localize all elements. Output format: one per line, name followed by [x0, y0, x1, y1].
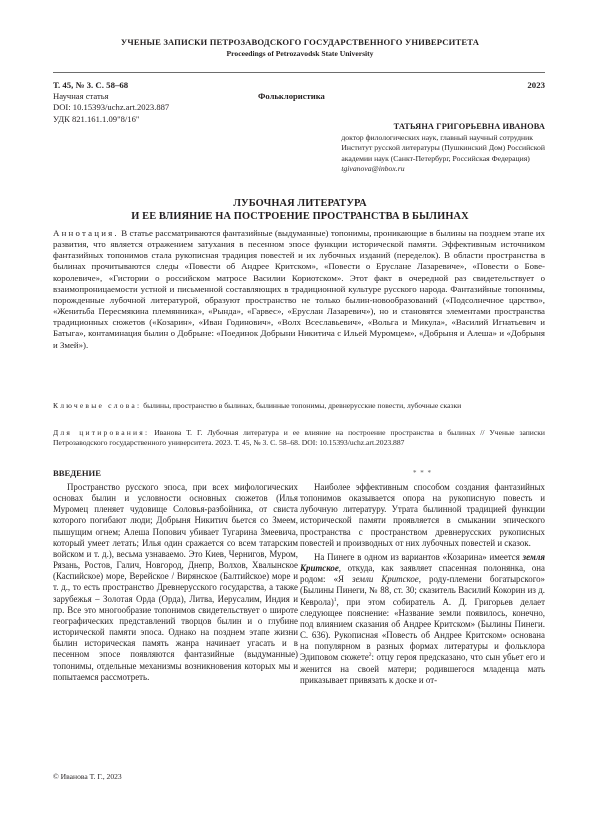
- body-column-left: [53, 468, 298, 686]
- keywords: [53, 401, 545, 411]
- footnote-ref[interactable]: 2: [368, 652, 372, 659]
- body-paragraph: Наиболее эффективным способом создания фантазийных топонимов оказывается опора на рукописную повесть и лубочную литературу. Утрата былинной традицией функции исторической памяти проявляется в смыкании эпического пространства с пространством древнерусских рукописных повестей и производных от них лубочных повестей и сказок.: [300, 482, 545, 548]
- citation-text: Иванова Т. Г. Лубочная литература и ее влияние на построение пространства в былинах // Ученые записки Петрозаводского государственного университета. 2023. Т. 45, № 3. С. 58–68. DOI: 10.15393/uchz.art.2023.887: [53, 428, 545, 447]
- udk: УДК 821.161.1.09"8/16": [53, 113, 140, 124]
- section-heading-introduction: ВВЕДЕНИЕ: [53, 468, 101, 478]
- abstract-text: В статье рассматриваются фантазийные (выдуманные) топонимы, проникающие в былины на позднем этапе их развития, что является отражением затухания в песенном эпосе функции исторической памяти. Эффективным источником фантазийных топонимов стала рукописная традиция повестей и их лубочных изданий (переделок). В области пространства в былинах прочитываются следы «Повести об Андрее Критском», «Повести о Еруслане Лазаревиче», «Повести о Бове-королевиче», «Гистории о российском матросе Василии Кориотском». Этот факт в очередной раз свидетельствует о взаимопроницаемости устной и письменной составляющих в традиционной культуре русского народа. Фантазийные топонимы, порожденные лубочной литературой, образуют пространство не только былин-новообразований («Подсолнечное царство», «Женитьба Пересмякина племянника», «Рында», «Гарвес», «Еруслан Лазаревич»), но и становятся элементами пространства традиционных сюжетов («Козарин», «Иван Годинович», «Волх Всеславьевич», «Вольга и Микула», «Василий Игнатьевич и Батыга», контаминация былин о Добрыне: «Поединок Добрыни Никитича с Ильей Муромцем», «Добрыня и Алеша» и «Добрыня и Змей»).: [53, 228, 545, 350]
- emphasized-toponym: земля Критское: [300, 551, 545, 574]
- header-divider: [53, 72, 545, 73]
- body-paragraph: Пространство русского эпоса, при всех мифологических основах былин и условности основных сюжетов (Илья Муромец пленяет чудовище Соловья-разбойника, от свиста которого погибают люди; Добрыня Никитич бьется со Змеем, пышущим огнем; Алеша Попович убивает Тугарина Змеевича, который умеет летать; Илья один сражается со всем татарским войском и т. д.), весьма узнаваемо. Это Киев, Чернигов, Муром, Рязань, Ростов, Галич, Новгород, Днепр, Волхов, Хвалынское (Каспийское) море, Верейское / Вирянское (Балтийское) море и т. д., то есть пространство Древнерусского государства, а также зарубежья – Золотая Орда (Орда), Литва, Иерусалим, Индия и пр. Все это многообразие топонимов свидетельствует о широте географических представлений творцов былин и о глубине исторической памяти эпоса. Однако на позднем этапе жизни былин историческая память жанра начинает угасать и в песенном эпосе появляются фантазийные (выдуманные) топонимы, отдельные механизмы возникновения которых мы и попытаемся рассмотреть.: [53, 482, 298, 682]
- article-title-line: И ЕЕ ВЛИЯНИЕ НА ПОСТРОЕНИЕ ПРОСТРАНСТВА В БЫЛИНАХ: [131, 210, 469, 222]
- abstract-label: Аннотация.: [53, 228, 119, 238]
- citation: [53, 428, 545, 448]
- issue-year: 2023: [527, 80, 545, 90]
- body-column-right: [300, 468, 545, 689]
- author-affiliation-line: Институт русской литературы (Пушкинский Дом) Российской: [341, 143, 545, 153]
- author-affiliation-line: доктор филологических наук, главный научный сотрудник: [341, 133, 533, 143]
- copyright: © Иванова Т. Г., 2023: [53, 772, 122, 781]
- article-rubric: Фольклористика: [258, 91, 325, 102]
- journal-subtitle: Proceedings of Petrozavodsk State University: [226, 49, 374, 58]
- text-run: , откуда, как заявляет спасенная полонянка, она родом: «Я: [300, 563, 545, 585]
- keywords-label: Ключевые слова:: [53, 401, 142, 410]
- author-affiliation-line: академии наук (Санкт-Петербург, Российская Федерация): [341, 153, 530, 163]
- article-meta: [53, 80, 545, 125]
- footnote-ref[interactable]: 1: [333, 596, 337, 603]
- article-title-line: ЛУБОЧНАЯ ЛИТЕРАТУРА: [233, 198, 367, 209]
- text-run: , роду-племени богатырского» (Былины Пинеги, № 88, ст. 30; сказитель Василий Кокорин из д. Кеврола): [300, 574, 545, 607]
- doi: DOI: 10.15393/uchz.art.2023.887: [53, 102, 170, 113]
- journal-header: [0, 37, 600, 59]
- article-type: Научная статья: [53, 91, 109, 102]
- author-info: [285, 122, 545, 174]
- keywords-text: былины, пространство в былинах, былинные топонимы, древнерусские повести, лубочные сказки: [141, 401, 462, 410]
- journal-title: УЧЕНЫЕ ЗАПИСКИ ПЕТРОЗАВОДСКОГО ГОСУДАРСТВЕННОГО УНИВЕРСИТЕТА: [120, 37, 480, 47]
- body-paragraph: [300, 552, 545, 686]
- text-run: , при этом собиратель А. Д. Григорьев делает следующее пояснение: «Название земли появилось, конечно, под влиянием сказания об Андрее Критском» (Былины Пинеги. С. 636). Рукописная «Повесть об Андрее Критском» основана на популярном в разных формах литературы и фольклора Эдиповом сюжете: [300, 596, 545, 663]
- article-title: [0, 198, 600, 223]
- text-run: На Пинеге в одном из вариантов «Козарина» имеется: [314, 551, 523, 562]
- text-run: : отцу героя предсказано, что сын убьет его и женится на своей матери; родившегося младенца мать приказывает привязать к доске и от-: [300, 652, 545, 685]
- author-name: ТАТЬЯНА ГРИГОРЬЕВНА ИВАНОВА: [393, 122, 545, 131]
- abstract: [53, 228, 545, 351]
- section-separator: * * *: [413, 469, 432, 477]
- italic-toponym: земли Критское: [352, 574, 419, 585]
- issue-info: Т. 45, № 3. С. 58–68: [53, 80, 129, 90]
- author-email-link[interactable]: tgivanova@inbox.ru: [341, 163, 405, 173]
- citation-label: Для цитирования:: [53, 428, 150, 437]
